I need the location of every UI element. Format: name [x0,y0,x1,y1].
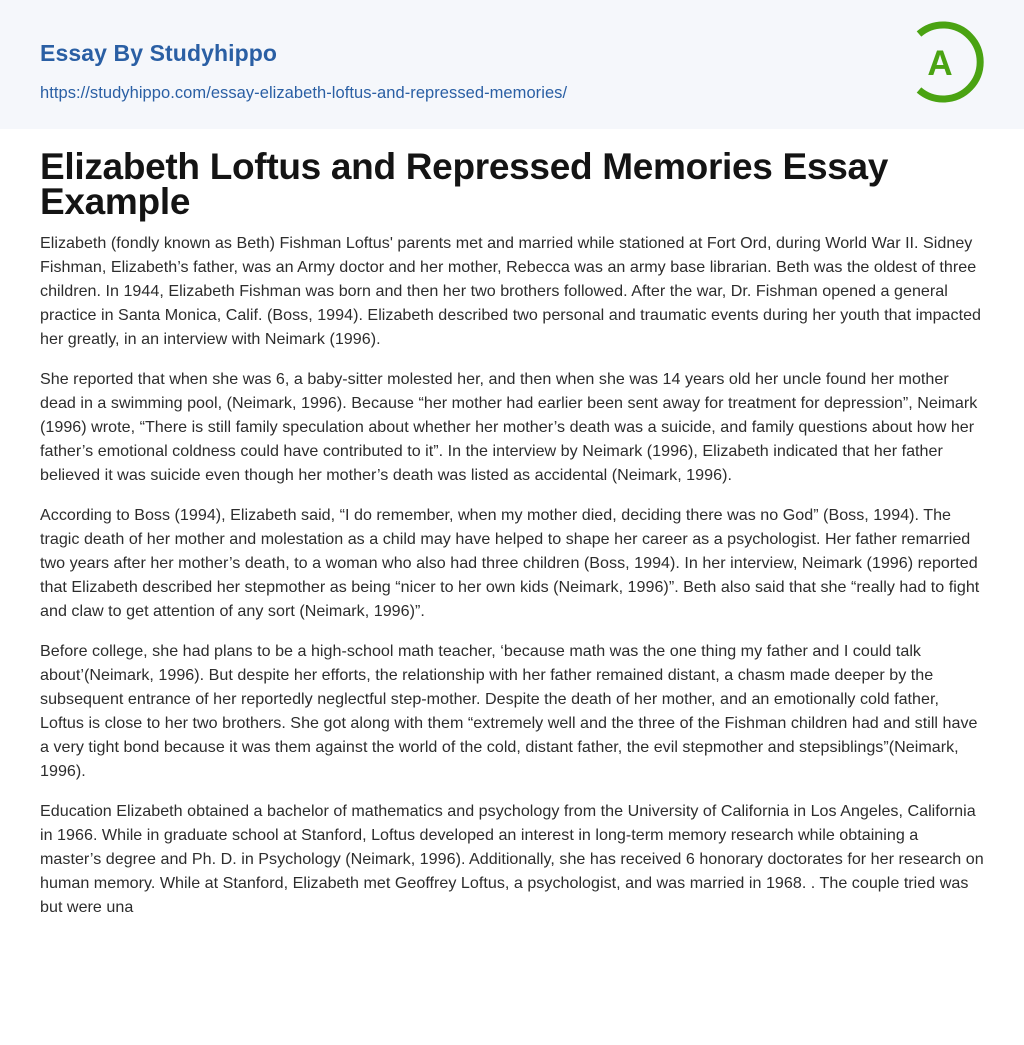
site-header [0,0,1024,129]
svg-text:A: A [927,44,953,83]
article-container [0,146,1024,919]
page-title: Elizabeth Loftus and Repressed Memories Essay Example [40,146,889,222]
studyhippo-logo-icon[interactable] [910,18,988,106]
essay-body [40,231,984,919]
essay-paragraph-3: According to Boss (1994), Elizabeth said, “I do remember, when my mother died, deciding there was no God” (Boss, 1994). The tragic death of her mother and molestation as a child may have helped to shape her career as a psychologist. Her father remarried two years after her mother’s death, to a woman who also had three children (Boss, 1994). In her interview, Neimark (1996) reported that Elizabeth described her stepmother as being “nicer to her own kids (Neimark, 1996)”. Beth also said that she “really had to fight and claw to get attention of any sort (Neimark, 1996)”. [40,506,980,620]
essay-paragraph-5: Education Elizabeth obtained a bachelor of mathematics and psychology from the University of California in Los Angeles, California in 1966. While in graduate school at Stanford, Loftus developed an interest in long-term memory research while obtaining a master’s degree and Ph. D. in Psychology (Neimark, 1996). Additionally, she has received 6 honorary doctorates for her research on human memory. While at Stanford, Elizabeth met Geoffrey Loftus, a psychologist, and was married in 1968. . The couple tried was but were una [40,802,984,916]
essay-paragraph-4: Before college, she had plans to be a high-school math teacher, ‘because math was the one thing my father and I could talk about’(Neimark, 1996). But despite her efforts, the relationship with her father remained distant, a chasm made deeper by the subsequent entrance of her reportedly neglectful step-mother. Despite the death of her mother, and an emotionally cold father, Loftus is close to her two brothers. She got along with them “extremely well and the three of the Fishman children had and still have a very tight bond because it was them against the world of the cold, distant father, the evil stepmother and stepsiblings”(Neimark, 1996). [40,642,978,780]
brand-title: Essay By Studyhippo [40,40,278,66]
essay-paragraph-2: She reported that when she was 6, a baby-sitter molested her, and then when she was 14 years old her uncle found her mother dead in a swimming pool, (Neimark, 1996). Because “her mother had earlier been sent away for treatment for depression”, Neimark (1996) wrote, “There is still family speculation about whether her mother’s death was a suicide, and family questions about how her father’s emotional coldness could have contributed to it”. In the interview by Neimark (1996), Elizabeth indicated that her father believed it was suicide even though her mother’s death was listed as accidental (Neimark, 1996). [40,370,978,484]
essay-url-link[interactable]: https://studyhippo.com/essay-elizabeth-loftus-and-repressed-memories/ [40,84,568,102]
essay-paragraph-1: Elizabeth (fondly known as Beth) Fishman Loftus' parents met and married while stationed at Fort Ord, during World War II. Sidney Fishman, Elizabeth’s father, was an Army doctor and her mother, Rebecca was an army base librarian. Beth was the oldest of three children. In 1944, Elizabeth Fishman was born and then her two brothers followed. After the war, Dr. Fishman opened a general practice in Santa Monica, Calif. (Boss, 1994). Elizabeth described two personal and traumatic events during her youth that impacted her greatly, in an interview with Neimark (1996). [40,234,982,348]
